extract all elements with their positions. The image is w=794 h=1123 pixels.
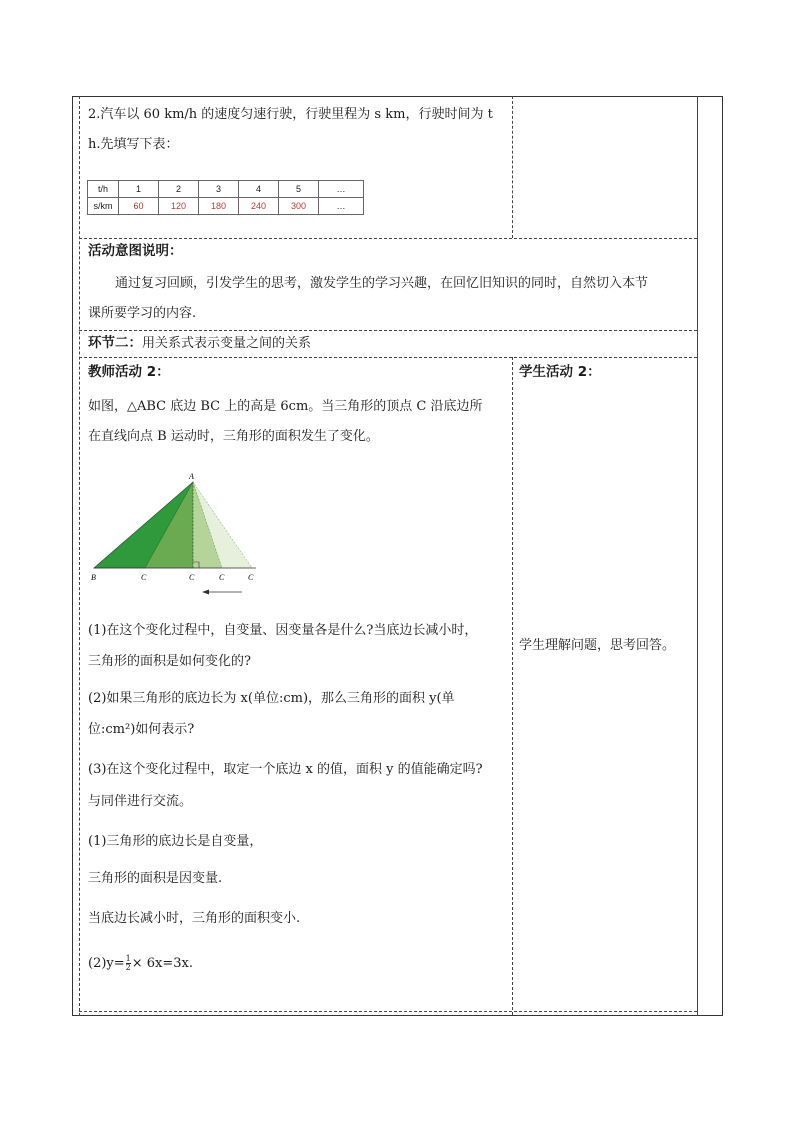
formula-prefix: (2)y=: [88, 956, 125, 971]
inner-right-divider: [697, 96, 698, 1016]
table-header-s: s/km: [88, 198, 119, 215]
step-text: 用关系式表示变量之间的关系: [142, 336, 312, 351]
label-c: C: [248, 573, 254, 582]
table-cell: 1: [119, 181, 159, 198]
answer-2: 三角形的面积是因变量.: [88, 871, 223, 886]
question-3-line-1: (3)在这个变化过程中，取定一个底边 x 的值，面积 y 的值能确定吗?: [88, 762, 483, 777]
row-divider-bottom: [79, 1011, 697, 1012]
answer-1: (1)三角形的底边长是自变量，: [88, 834, 263, 849]
label-c: C: [189, 573, 195, 582]
teacher-activity-title: 教师活动 2：: [88, 364, 170, 380]
teacher-para-line-1: 如图，△ABC 底边 BC 上的高是 6cm。当三角形的顶点 C 沿底边所: [88, 399, 483, 414]
table-border-left: [72, 96, 73, 1016]
table-header-t: t/h: [88, 181, 119, 198]
column-divider-bottom: [512, 357, 513, 1015]
fraction: [126, 955, 131, 972]
intent-line-1: 通过复习回顾，引发学生的思考，激发学生的学习兴趣，在回忆旧知识的同时，自然切入本节: [115, 276, 649, 291]
table-border-top: [72, 96, 723, 97]
student-activity-title: 学生活动 2：: [519, 364, 601, 380]
label-a: A: [189, 472, 194, 481]
table-cell: 240: [239, 198, 279, 215]
step-heading: [88, 334, 311, 353]
inner-left-divider: [79, 96, 80, 1016]
arrow-left-icon: [202, 590, 209, 595]
table-border-right: [722, 96, 723, 1016]
teacher-para-line-2: 在直线向点 B 运动时，三角形的面积发生了变化。: [88, 429, 379, 444]
table-cell: 300: [279, 198, 319, 215]
table-cell: 120: [159, 198, 199, 215]
label-c: C: [141, 573, 147, 582]
label-c: C: [219, 573, 225, 582]
row-divider-3: [79, 357, 697, 358]
student-answer: 学生理解问题，思考回答。: [519, 638, 676, 653]
table-row: [88, 181, 364, 198]
table-border-bottom: [72, 1015, 723, 1016]
problem-line-1: 2.汽车以 60 km/h 的速度匀速行驶，行驶里程为 s km，行驶时间为 t: [88, 107, 493, 122]
step-label: 环节二：: [88, 335, 142, 351]
table-cell: 3: [199, 181, 239, 198]
table-cell: …: [319, 198, 364, 215]
table-cell: 60: [119, 198, 159, 215]
speed-table: [87, 180, 364, 215]
intent-title: 活动意图说明：: [88, 243, 183, 259]
question-2-line-2: 位:cm²)如何表示?: [88, 722, 195, 737]
intent-line-2: 课所要学习的内容.: [88, 306, 197, 321]
column-divider-top: [512, 96, 513, 238]
table-cell: 5: [279, 181, 319, 198]
question-1-line-2: 三角形的面积是如何变化的?: [88, 654, 251, 669]
table-cell: 4: [239, 181, 279, 198]
fraction-denominator: 2: [125, 963, 131, 972]
label-b: B: [91, 573, 96, 582]
table-cell: 180: [199, 198, 239, 215]
question-3-line-2: 与同伴进行交流。: [88, 794, 193, 809]
answer-4-formula: [88, 955, 193, 973]
row-divider-1: [79, 238, 697, 239]
table-cell: 2: [159, 181, 199, 198]
answer-3: 当底边长减小时，三角形的面积变小.: [88, 911, 301, 926]
table-cell: …: [319, 181, 364, 198]
fraction-numerator: 1: [125, 954, 131, 963]
question-2-line-1: (2)如果三角形的底边长为 x(单位:cm)，那么三角形的面积 y(单: [88, 691, 455, 706]
formula-suffix: × 6x=3x.: [131, 956, 194, 971]
problem-line-2: h.先填写下表：: [88, 137, 179, 152]
question-1-line-1: (1)在这个变化过程中，自变量、因变量各是什么?当底边长减小时，: [88, 623, 478, 638]
row-divider-2: [79, 330, 697, 331]
triangle-figure: [88, 470, 268, 600]
table-row: [88, 198, 364, 215]
